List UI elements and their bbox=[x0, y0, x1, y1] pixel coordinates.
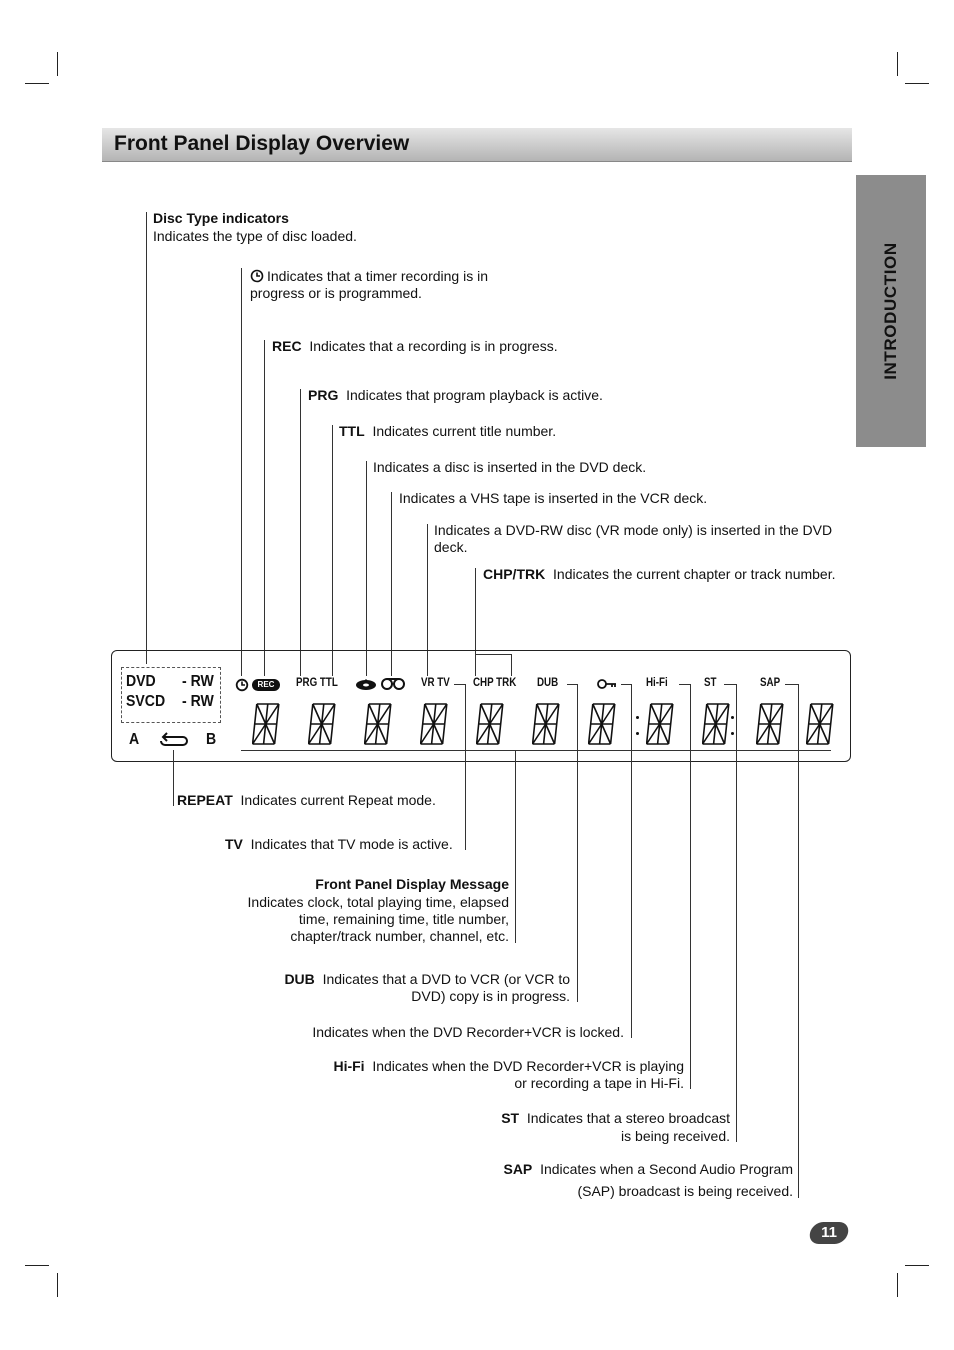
indicator-line bbox=[785, 684, 798, 685]
page-number: 11 bbox=[821, 1224, 837, 1241]
locked-desc: Indicates when the DVD Recorder+VCR is locked. bbox=[312, 1024, 624, 1040]
display-baseline bbox=[241, 750, 831, 751]
repeat-a-indicator: A bbox=[129, 731, 140, 748]
crop-mark bbox=[897, 1273, 898, 1297]
clock-icon bbox=[250, 269, 264, 283]
rec-indicator: REC bbox=[252, 679, 280, 691]
repeat-b-indicator: B bbox=[206, 731, 217, 748]
ttl-desc: TTL Indicates current title number. bbox=[339, 423, 557, 439]
segment-digit bbox=[308, 702, 336, 746]
lock-key-icon bbox=[597, 678, 617, 690]
vr-tv-indicator: VR TV bbox=[421, 677, 450, 689]
crop-mark bbox=[57, 1273, 58, 1297]
disc-type-title: Disc Type indicators bbox=[153, 210, 289, 226]
dvd-indicator: DVD bbox=[126, 673, 156, 690]
rw-indicator-2: - RW bbox=[182, 693, 214, 710]
dvdrw-desc: Indicates a DVD-RW disc (VR mode only) is inserted in the DVD bbox=[434, 522, 833, 538]
leader-line bbox=[465, 684, 466, 850]
segment-digit bbox=[646, 702, 674, 746]
chp-trk-indicator: CHP TRK bbox=[473, 677, 517, 689]
colon-dot bbox=[731, 732, 734, 735]
leader-line bbox=[631, 684, 632, 1038]
dvdrw-desc-2: deck. bbox=[434, 539, 468, 555]
leader-line bbox=[515, 750, 516, 943]
crop-mark bbox=[905, 1265, 929, 1266]
leader-line bbox=[241, 268, 242, 676]
page-title: Front Panel Display Overview bbox=[114, 132, 410, 155]
side-tab bbox=[856, 175, 926, 447]
vhs-tape-icon bbox=[380, 677, 406, 691]
segment-digit bbox=[532, 702, 560, 746]
segment-digit bbox=[420, 702, 448, 746]
fpd-message-title: Front Panel Display Message bbox=[315, 876, 509, 892]
segment-digit bbox=[588, 702, 616, 746]
dub-desc: DUB Indicates that a DVD to VCR (or VCR to bbox=[284, 971, 570, 987]
timer-desc-2: progress or is programmed. bbox=[250, 285, 422, 301]
sap-desc: SAP Indicates when a Second Audio Program bbox=[503, 1161, 793, 1177]
svcd-indicator: SVCD bbox=[126, 693, 166, 710]
hifi-desc-2: or recording a tape in Hi-Fi. bbox=[514, 1075, 684, 1091]
colon-dot bbox=[636, 716, 639, 719]
hifi-desc: Hi-Fi Indicates when the DVD Recorder+VCR is playing bbox=[333, 1058, 684, 1074]
crop-mark bbox=[25, 83, 49, 84]
st-desc-2: is being received. bbox=[621, 1128, 730, 1144]
leader-line bbox=[391, 492, 392, 676]
indicator-line bbox=[454, 684, 465, 685]
disc-icon bbox=[355, 679, 377, 691]
sap-desc-2: (SAP) broadcast is being received. bbox=[577, 1183, 793, 1199]
leader-line bbox=[264, 340, 265, 676]
timer-desc: Indicates that a timer recording is in bbox=[250, 268, 488, 285]
timer-clock-icon bbox=[235, 678, 249, 692]
fpd-message-line3: chapter/track number, channel, etc. bbox=[290, 928, 509, 944]
prg-desc: PRG Indicates that program playback is active. bbox=[308, 387, 603, 403]
segment-digit bbox=[702, 702, 730, 746]
indicator-line bbox=[679, 684, 690, 685]
dub-desc-2: DVD) copy is in progress. bbox=[411, 988, 570, 1004]
st-desc: ST Indicates that a stereo broadcast bbox=[501, 1110, 730, 1126]
vhs-inserted-desc: Indicates a VHS tape is inserted in the VCR deck. bbox=[399, 490, 708, 506]
leader-line bbox=[366, 461, 367, 676]
tv-desc: TV Indicates that TV mode is active. bbox=[225, 836, 453, 852]
leader-line bbox=[332, 425, 333, 676]
leader-line bbox=[690, 684, 691, 1089]
crop-mark bbox=[897, 52, 898, 76]
colon-dot bbox=[636, 732, 639, 735]
leader-line bbox=[300, 389, 301, 676]
repeat-desc: REPEAT Indicates current Repeat mode. bbox=[177, 792, 436, 808]
repeat-icon bbox=[157, 730, 191, 750]
leader-line bbox=[736, 684, 737, 1142]
leader-line bbox=[146, 212, 147, 664]
segment-digit bbox=[476, 702, 504, 746]
section-header bbox=[102, 128, 852, 162]
leader-line bbox=[577, 684, 578, 1002]
segment-digit bbox=[364, 702, 392, 746]
fpd-message-line1: Indicates clock, total playing time, elapsed bbox=[247, 894, 509, 910]
leader-line bbox=[173, 750, 174, 806]
disc-type-desc: Indicates the type of disc loaded. bbox=[153, 228, 357, 244]
prg-ttl-indicator: PRG TTL bbox=[296, 677, 338, 689]
segment-digit bbox=[252, 702, 280, 746]
rw-indicator: - RW bbox=[182, 673, 214, 690]
hifi-indicator: Hi-Fi bbox=[646, 677, 668, 689]
crop-mark bbox=[905, 83, 929, 84]
dub-indicator: DUB bbox=[537, 677, 559, 689]
sap-indicator: SAP bbox=[760, 677, 781, 689]
rec-desc: REC Indicates that a recording is in progress. bbox=[272, 338, 558, 354]
leader-line bbox=[798, 684, 799, 1198]
segment-digit bbox=[806, 702, 834, 746]
segment-digit bbox=[756, 702, 784, 746]
fpd-message-line2: time, remaining time, title number, bbox=[298, 911, 509, 927]
chp-trk-desc: CHP/TRK Indicates the current chapter or track number. bbox=[483, 566, 836, 582]
colon-dot bbox=[731, 716, 734, 719]
st-indicator: ST bbox=[704, 677, 717, 689]
side-tab-label: INTRODUCTION bbox=[881, 242, 900, 380]
crop-mark bbox=[25, 1265, 49, 1266]
crop-mark bbox=[57, 52, 58, 76]
disc-inserted-desc: Indicates a disc is inserted in the DVD deck. bbox=[373, 459, 647, 475]
